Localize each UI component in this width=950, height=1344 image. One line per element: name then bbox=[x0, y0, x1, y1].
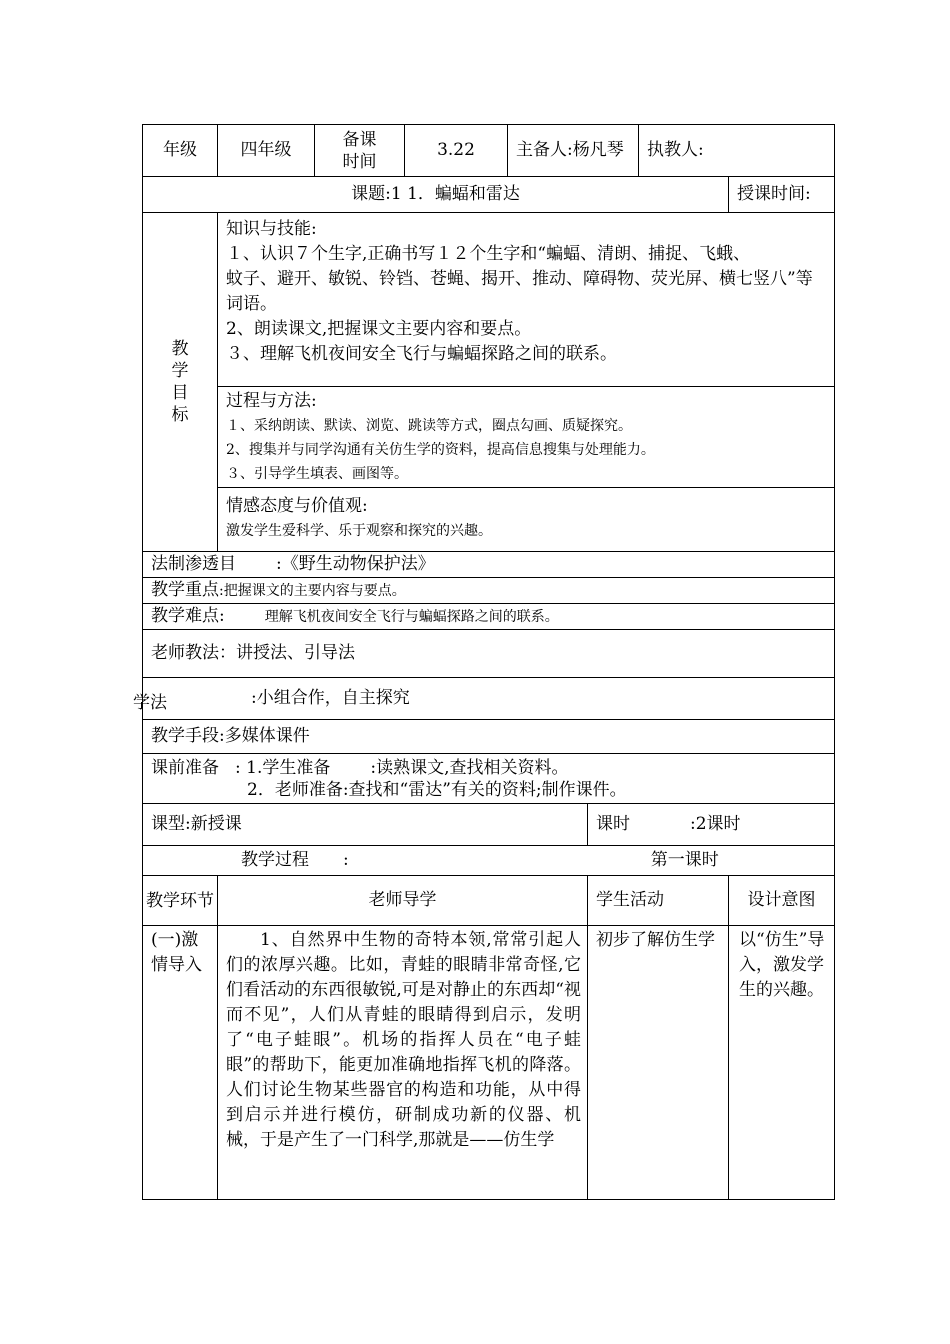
difficult-points: 教学难点: 理解飞机夜间安全飞行与蝙蝠探路之间的联系。 bbox=[143, 604, 835, 630]
law-education: 法制渗透目 :《野生动物保护法》 bbox=[143, 552, 835, 578]
col-student: 学生活动 bbox=[588, 876, 729, 926]
teaching-means: 教学手段:多媒体课件 bbox=[143, 720, 835, 754]
lesson-plan-table bbox=[142, 124, 835, 1200]
goals-process-row bbox=[143, 387, 835, 488]
main-preparer: 主备人:杨凡琴 bbox=[508, 125, 639, 177]
teach-method-row bbox=[143, 630, 835, 678]
header-row bbox=[143, 125, 835, 177]
means-row bbox=[143, 720, 835, 754]
col-teacher-guide: 老师导学 bbox=[218, 876, 588, 926]
law-row bbox=[143, 552, 835, 578]
grade-label: 年级 bbox=[143, 125, 218, 177]
grade-value: 四年级 bbox=[218, 125, 315, 177]
step-stage: (一)激情导入 bbox=[143, 926, 218, 1200]
difficult-row bbox=[143, 604, 835, 630]
step-design: 以“仿生”导入，激发学生的兴趣。 bbox=[729, 926, 835, 1200]
knowledge-skills: 知识与技能: １、认识７个生字,正确书写１２个生字和“蝙蝠、清朗、捕捉、飞蛾、 蚊子、避开、敏锐、铃铛、苍蝇、揭开、推动、障碍物、荧光屏、横七竖八”等词语。 2、朗读课文,把握课文主要内容和要点。 ３、理解飞机夜间安全飞行与蝙蝠探路之间的联系。 bbox=[218, 213, 835, 387]
emotion-values: 情感态度与价值观: 激发学生爱科学、乐于观察和探究的兴趣。 bbox=[218, 488, 835, 552]
preparation-row bbox=[143, 754, 835, 804]
teacher: 执教人: bbox=[639, 125, 835, 177]
process-row bbox=[143, 846, 835, 876]
step-student: 初步了解仿生学 bbox=[588, 926, 729, 1200]
study-method-label: 学法 bbox=[133, 693, 167, 713]
columns-row bbox=[143, 876, 835, 926]
col-design: 设计意图 bbox=[729, 876, 835, 926]
study-method-row bbox=[143, 678, 835, 720]
goals-knowledge-row bbox=[143, 213, 835, 387]
topic-row bbox=[143, 177, 835, 213]
process-header: 教学过程 : 第一课时 bbox=[143, 846, 835, 876]
study-method: :小组合作，自主探究 bbox=[143, 678, 835, 720]
key-row bbox=[143, 578, 835, 604]
key-points: 教学重点:把握课文的主要内容与要点。 bbox=[143, 578, 835, 604]
preparation: 课前准备 : 1.学生准备 :读熟课文,查找相关资料。 2．老师准备:查找和“雷达”有关的资料;制作课件。 bbox=[143, 754, 835, 804]
step-guide: 1、自然界中生物的奇特本领,常常引起人们的浓厚兴趣。比如，青蛙的眼睛非常奇怪,它们看活动的东西很敏锐,可是对静止的东西却“视而不见”，人们从青蛙的眼睛得到启示，发明了“电子蛙眼”。机场的指挥人员在“电子蛙眼”的帮助下，能更加准确地指挥飞机的降落。人们讨论生物某些器官的构造和功能，从中得到启示并进行模仿，研制成功新的仪器、机械，于是产生了一门科学,那就是——仿生学 bbox=[218, 926, 588, 1200]
lesson-type: 课型:新授课 bbox=[143, 804, 588, 846]
goals-emotion-row bbox=[143, 488, 835, 552]
type-row bbox=[143, 804, 835, 846]
step-row bbox=[143, 926, 835, 1200]
lesson-hours: 课时 :2课时 bbox=[588, 804, 835, 846]
class-time: 授课时间: bbox=[729, 177, 835, 213]
prep-time-label: 备课 时间 bbox=[315, 125, 405, 177]
prep-time-value: 3.22 bbox=[405, 125, 508, 177]
goals-label: 教 学 目 标 bbox=[143, 213, 218, 552]
col-stage: 教学环节 bbox=[143, 876, 218, 926]
lesson-title: 课题:1 1．蝙蝠和雷达 bbox=[143, 177, 729, 213]
teaching-method: 老师教法：讲授法、引导法 bbox=[143, 630, 835, 678]
process-methods: 过程与方法: １、采纳朗读、默读、浏览、跳读等方式，圈点勾画、质疑探究。 2、搜集并与同学沟通有关仿生学的资料，提高信息搜集与处理能力。 ３、引导学生填表、画图等。 bbox=[218, 387, 835, 488]
